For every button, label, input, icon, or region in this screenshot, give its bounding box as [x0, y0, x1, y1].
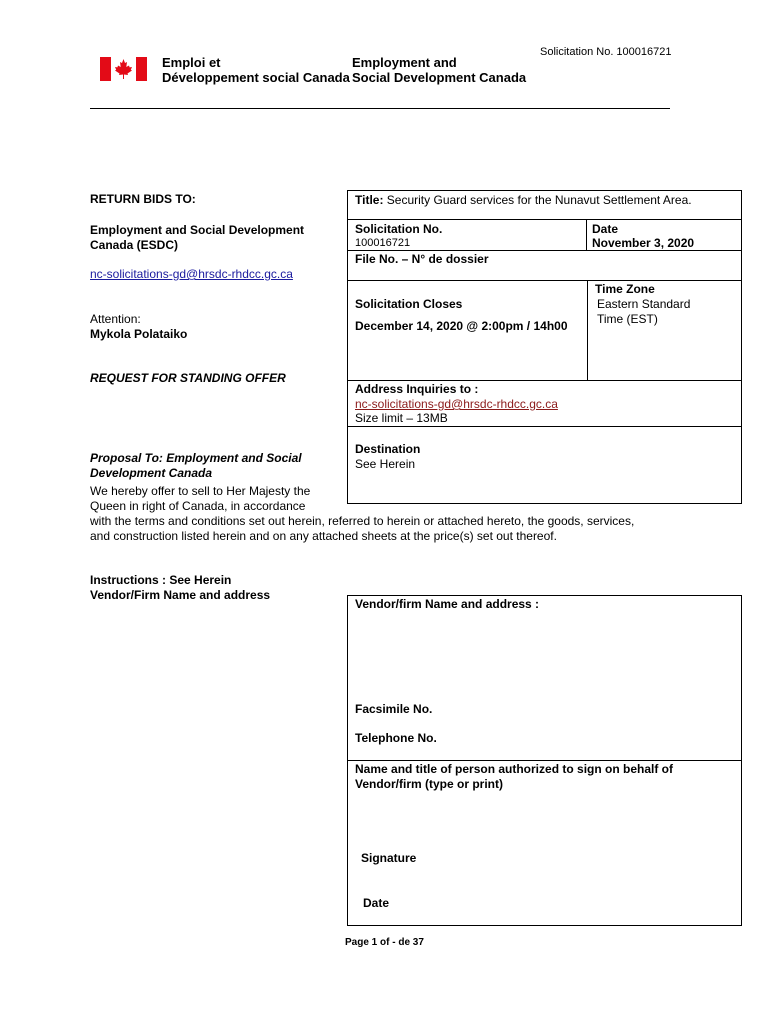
solicitation-reference: Solicitation No. 100016721	[540, 46, 672, 58]
facsimile-field[interactable]: Facsimile No.	[355, 702, 433, 716]
file-no-label: File No. – N° de dossier	[355, 252, 489, 266]
return-bids-label: RETURN BIDS TO:	[90, 192, 196, 206]
inquiries-label: Address Inquiries to :	[355, 382, 479, 396]
request-type: REQUEST FOR STANDING OFFER	[90, 371, 286, 385]
header-divider	[90, 108, 670, 109]
date-signed-field[interactable]: Date	[363, 896, 390, 910]
divider-title	[347, 219, 742, 220]
destination-value: See Herein	[355, 457, 416, 471]
solicitation-closes-value: December 14, 2020 @ 2:00pm / 14h00	[355, 319, 568, 333]
solicitation-no-label: Solicitation No.	[355, 222, 443, 236]
offer-line2: Queen in right of Canada, in accordance	[90, 499, 306, 513]
vendor-firm-label: Vendor/Firm Name and address	[90, 588, 271, 602]
divider-file	[347, 280, 742, 281]
size-limit: Size limit – 13MB	[355, 411, 448, 425]
department-name-en	[352, 55, 526, 85]
offer-line4: and construction listed herein and on any attached sheets at the price(s) set out thereof.	[90, 529, 557, 543]
proposal-line2: Development Canada	[90, 466, 213, 480]
divider-timezone	[587, 280, 588, 380]
dept-en-line1: Employment and	[352, 55, 457, 70]
dept-fr-line2: Développement social Canada	[162, 70, 350, 85]
divider-inquiries	[347, 426, 742, 427]
auth-line1: Name and title of person authorized to sign on behalf of	[355, 762, 674, 776]
org-line2: Canada (ESDC)	[90, 238, 179, 252]
divider-vendor	[347, 760, 742, 761]
timezone-value	[597, 297, 690, 327]
timezone-line2: Time (EST)	[597, 312, 658, 326]
return-organization	[90, 223, 304, 253]
solicitation-no-value: 100016721	[355, 237, 411, 249]
return-email-link[interactable]: nc-solicitations-gd@hrsdc-rhdcc.gc.ca	[90, 267, 293, 281]
proposal-line1: Proposal To: Employment and Social	[90, 451, 302, 465]
telephone-field[interactable]: Telephone No.	[355, 731, 437, 745]
offer-line1: We hereby offer to sell to Her Majesty the	[90, 484, 311, 498]
auth-line2: Vendor/firm (type or print)	[355, 777, 504, 791]
timezone-label: Time Zone	[595, 282, 655, 296]
vendor-name-address-field[interactable]: Vendor/firm Name and address :	[355, 597, 540, 611]
page-number: Page 1 of - de 37	[345, 937, 424, 948]
instructions: Instructions : See Herein	[90, 573, 232, 587]
org-line1: Employment and Social Development	[90, 223, 305, 237]
date-label: Date	[592, 222, 619, 236]
attention-name: Mykola Polataiko	[90, 327, 188, 341]
destination-label: Destination	[355, 442, 421, 456]
date-value: November 3, 2020	[592, 236, 695, 250]
timezone-line1: Eastern Standard	[597, 297, 691, 311]
attention-label: Attention:	[90, 312, 141, 326]
title-field	[355, 193, 692, 208]
offer-line3: with the terms and conditions set out herein, referred to herein or attached hereto, the goods, services,	[90, 514, 635, 528]
solicitation-closes-label: Solicitation Closes	[355, 297, 463, 311]
proposal-to	[90, 451, 302, 481]
title-label: Title:	[355, 193, 384, 207]
divider-closes	[347, 380, 742, 381]
authorized-person-field[interactable]	[355, 762, 673, 792]
dept-fr-line1: Emploi et	[162, 55, 221, 70]
inquiries-email-link[interactable]: nc-solicitations-gd@hrsdc-rhdcc.gc.ca	[355, 397, 558, 411]
department-name-fr	[162, 55, 350, 85]
canada-flag-icon	[100, 57, 147, 81]
signature-field[interactable]: Signature	[361, 851, 417, 865]
divider-date	[586, 219, 587, 250]
title-value: Security Guard services for the Nunavut Settlement Area.	[386, 193, 692, 207]
dept-en-line2: Social Development Canada	[352, 70, 527, 85]
